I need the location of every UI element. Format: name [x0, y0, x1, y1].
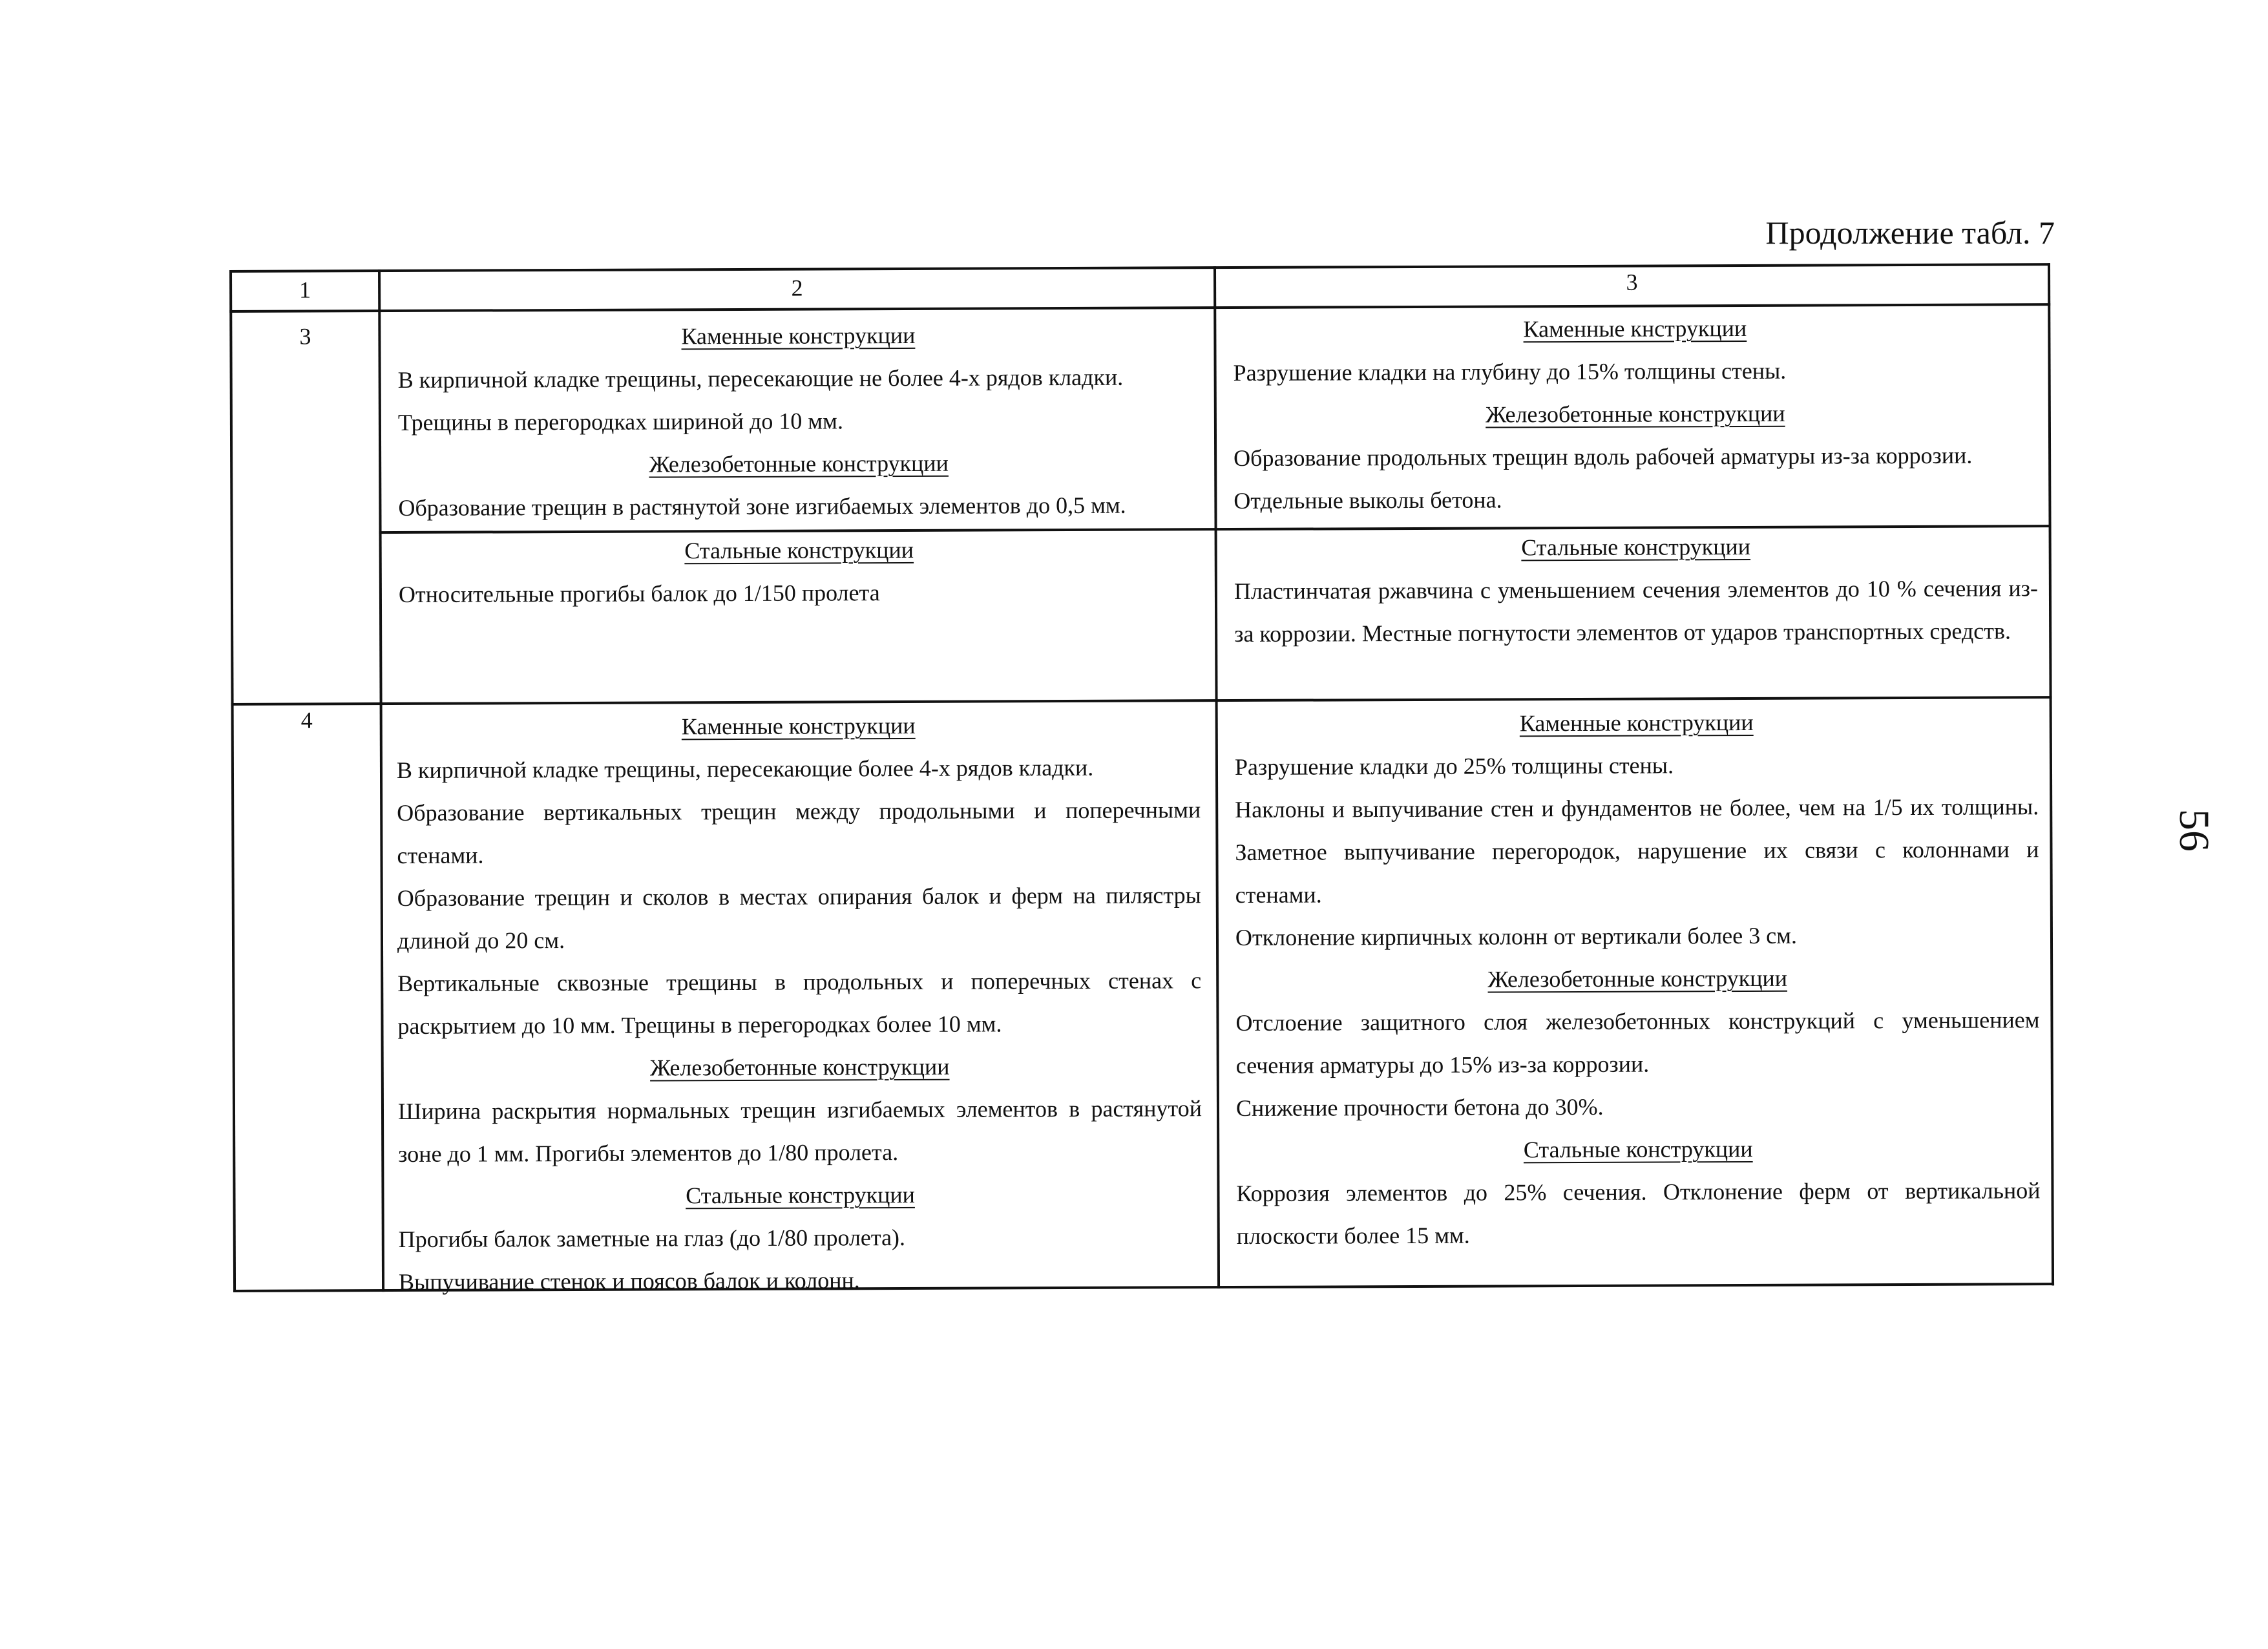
criterion-text: Отслоение защитного слоя железобетонных конструкций с уменьшением сечения арматуры до 15% из-за коррозии.	[1235, 1007, 2040, 1079]
criterion-text: В кирпичной кладке трещины, пересекающие не более 4-х рядов кладки.	[397, 364, 1124, 394]
column-2-divider	[1213, 266, 1220, 1288]
criterion-text: Образование продольных трещин вдоль рабочей арматуры из-за коррозии.	[1234, 442, 1973, 472]
row-3-col-3-upper	[1233, 306, 2037, 522]
criterion-text: Трещины в перегородках шириной до 10 мм.	[397, 408, 843, 436]
criterion-text: Выпучивание стенок и поясов балок и колонн.	[398, 1267, 860, 1296]
criterion-text: В кирпичной кладке трещины, пересекающие более 4-х рядов кладки.	[396, 754, 1094, 784]
row-3-col-2-upper	[397, 313, 1199, 529]
defects-table	[229, 263, 2054, 1296]
row-4-col-2	[397, 703, 1203, 1303]
criterion-text: Коррозия элементов до 25% сечения. Отклонение ферм от вертикальной плоскости более 15 мм.	[1236, 1177, 2041, 1250]
section-heading-steel: Стальные конструкции	[684, 536, 914, 564]
table-border-right	[2048, 263, 2054, 1285]
header-col-3: 3	[1626, 269, 1638, 295]
criterion-text: Образование трещин в растянутой зоне изгибаемых элементов до 0,5 мм.	[398, 492, 1126, 521]
section-heading-steel: Стальные конструкции	[1521, 533, 1751, 561]
section-heading-reinforced-concrete: Железобетонные конструкции	[649, 450, 949, 478]
criterion-text: Образование трещин и сколов в местах опирания балок и ферм на пилястры длиной до 20 см.	[397, 882, 1201, 954]
row-4-col-3	[1235, 700, 2041, 1257]
criterion-text: Разрушение кладки на глубину до 15% толщины стены.	[1233, 357, 1787, 386]
row-3-col-3-lower	[1234, 524, 2039, 655]
criterion-text: Образование вертикальных трещин между продольными и поперечными стенами.	[397, 797, 1201, 869]
section-heading-steel: Стальные конструкции	[1523, 1135, 1753, 1163]
criterion-text: Разрушение кладки до 25% толщины стены.	[1234, 752, 1674, 781]
criterion-text: Отклонение кирпичных колонн от вертикали более 3 см.	[1235, 922, 1798, 951]
section-heading-masonry: Каменные кнструкции	[1523, 315, 1747, 342]
criterion-text: Отдельные выколы бетона.	[1234, 487, 1502, 514]
section-heading-steel: Стальные конструкции	[686, 1181, 915, 1209]
criterion-text: Относительные прогибы балок до 1/150 пролета	[398, 580, 880, 607]
section-heading-reinforced-concrete: Железобетонные конструкции	[649, 1053, 950, 1081]
row-4-number: 4	[300, 707, 313, 733]
column-1-divider	[378, 269, 384, 1292]
criterion-text: Наклоны и выпучивание стен и фундаментов не более, чем на 1/5 их толщины. Заметное выпучивание перегородок, нарушение их связи с колоннами и стенами.	[1235, 793, 2039, 909]
header-col-2: 2	[791, 275, 803, 301]
section-heading-reinforced-concrete: Железобетонные конструкции	[1487, 965, 1788, 993]
section-heading-reinforced-concrete: Железобетонные конструкции	[1486, 400, 1785, 428]
section-heading-masonry: Каменные конструкции	[681, 322, 916, 350]
criterion-text: Пластинчатая ржавчина с уменьшением сечения элементов до 10 % сечения из-за коррозии. Местные погнутости элементов от ударов транспортных средств.	[1234, 575, 2038, 647]
criterion-text: Снижение прочности бетона до 30%.	[1235, 1093, 1604, 1122]
table-border-left	[229, 270, 236, 1292]
row-3-col-2-lower	[399, 527, 1200, 616]
criterion-text: Ширина раскрытия нормальных трещин изгибаемых элементов в растянутой зоне до 1 мм. Прогибы элементов до 1/80 пролета.	[397, 1095, 1202, 1168]
header-col-1: 1	[299, 277, 311, 303]
page-number: 56	[2170, 809, 2218, 852]
section-heading-masonry: Каменные конструкции	[681, 712, 916, 740]
criterion-text: Прогибы балок заметные на глаз (до 1/80 пролета).	[398, 1224, 906, 1253]
section-heading-masonry: Каменные конструкции	[1519, 709, 1754, 737]
criterion-text: Вертикальные сквозные трещины в продольных и поперечных стенах с раскрытием до 10 мм. Трещины в перегородках более 10 мм.	[397, 967, 1202, 1040]
row-3-number: 3	[299, 323, 311, 350]
table-continuation-caption: Продолжение табл. 7	[1765, 215, 2055, 251]
